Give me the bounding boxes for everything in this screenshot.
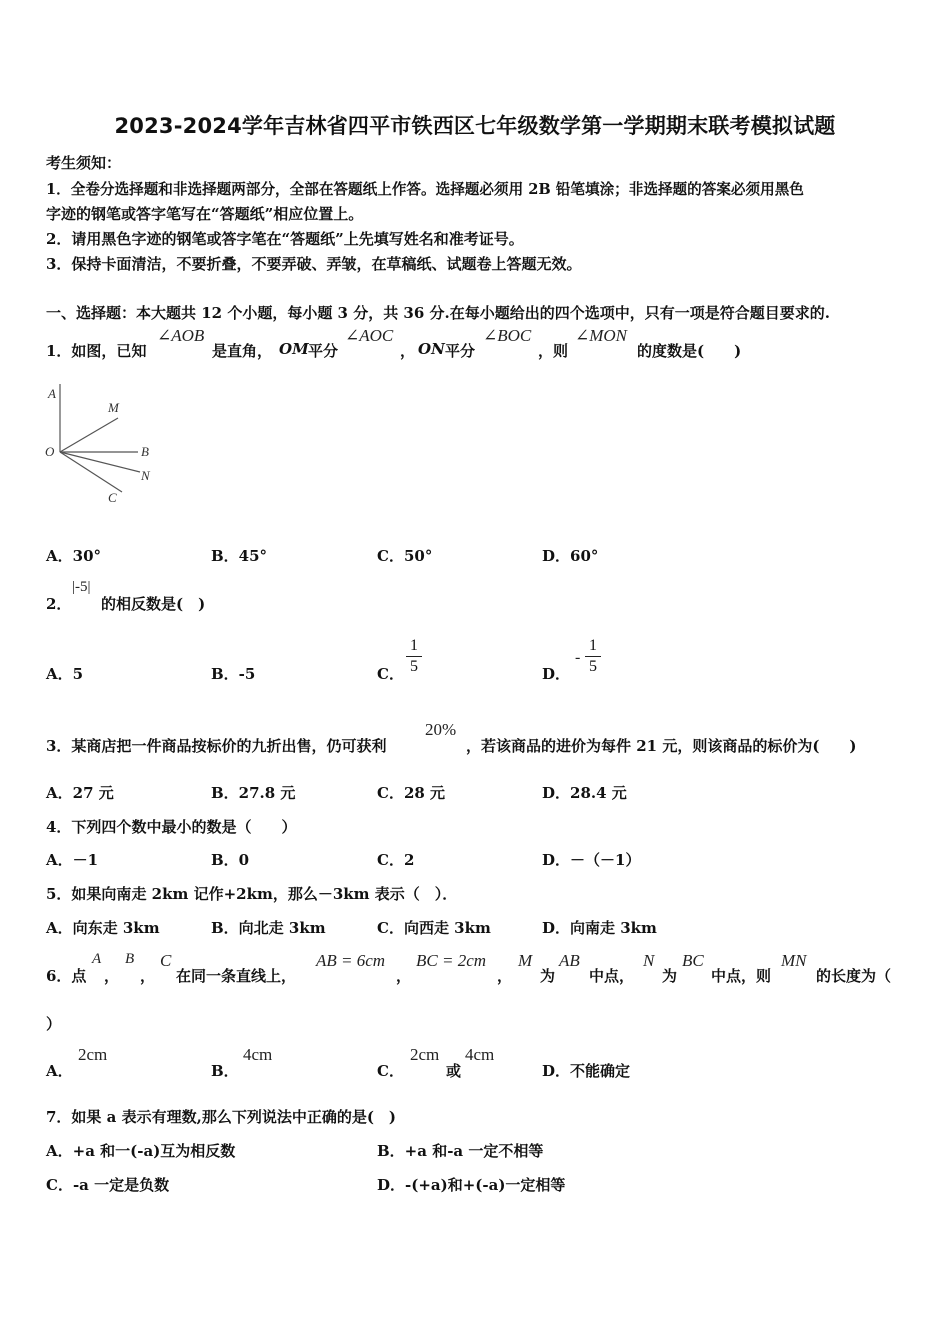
q1-option-b[interactable]: B．45° [211, 547, 268, 565]
q1-angle-mon: ∠MON [575, 326, 628, 345]
q3-option-b[interactable]: B．27.8 元 [211, 784, 296, 802]
q6-option-b-value: 4cm [243, 1045, 273, 1064]
ray-on [60, 452, 140, 472]
q3-percent: 20% [425, 720, 457, 739]
q6-point-a: A [92, 951, 102, 967]
fraction-numerator: 1 [589, 637, 597, 654]
q6-stem-close: ） [46, 1015, 62, 1033]
label-n: N [141, 468, 150, 483]
q6-stem-part4: 中点， [589, 967, 635, 985]
q1-angle-aoc: ∠AOC [345, 326, 394, 345]
q3-option-c[interactable]: C．28 元 [377, 784, 446, 802]
q2-option-d-sign: - [575, 649, 581, 666]
q6-option-c-or: 或 [446, 1062, 462, 1080]
notice-line-1b: 字迹的钢笔或答字笔写在“答题纸”相应位置上。 [46, 205, 364, 223]
q1-stem-part7: 的度数是( ) [637, 342, 742, 360]
q6-stem-part5: 为 [662, 967, 678, 985]
q6-option-c[interactable]: C． [377, 1062, 404, 1080]
q6-point-c: C [160, 951, 172, 970]
q2-stem: 的相反数是( ) [101, 595, 206, 613]
label-c: C [108, 490, 117, 505]
q6-option-c-value-1: 2cm [410, 1045, 440, 1064]
q6-segment-ab: AB [559, 951, 580, 970]
q6-segment-mn: MN [781, 951, 807, 970]
label-o: O [45, 444, 55, 459]
q1-stem-part4: ， [400, 342, 416, 360]
q2-option-d-fraction [585, 637, 601, 676]
q7-option-b[interactable]: B．+a 和-a 一定不相等 [377, 1142, 544, 1160]
q6-point-n: N [643, 951, 655, 970]
notice-heading: 考生须知： [46, 154, 122, 172]
q3-stem-part1: 3．某商店把一件商品按标价的九折出售，仍可获利 [46, 737, 387, 755]
q6-option-b[interactable]: B． [211, 1062, 239, 1080]
fraction-denominator: 5 [589, 658, 597, 675]
q2-number: 2． [46, 595, 72, 613]
q1-option-c[interactable]: C．50° [377, 547, 433, 565]
q1-stem-part1: 1．如图，已知 [46, 342, 147, 360]
q2-option-c[interactable]: C． [377, 665, 404, 683]
q1-angle-aob: ∠AOB [157, 326, 205, 345]
fraction-numerator: 1 [410, 637, 418, 654]
q3-stem-part2: ，若该商品的进价为每件 21 元，则该商品的标价为( ) [466, 737, 857, 755]
q5-option-c[interactable]: C．向西走 3km [377, 919, 491, 937]
ray-om [60, 418, 118, 452]
notice-line-3: 3．保持卡面清洁，不要折叠，不要弄破、弄皱，在草稿纸、试题卷上答题无效。 [46, 255, 582, 273]
page-title: 2023-2024学年吉林省四平市铁西区七年级数学第一学期期末联考模拟试题 [114, 114, 836, 138]
q6-option-a[interactable]: A． [46, 1062, 73, 1080]
label-a: A [48, 386, 56, 401]
q5-stem: 5．如果向南走 2km 记作+2km，那么－3km 表示（ ）． [46, 885, 458, 903]
q6-stem-part7: 的长度为（ [816, 967, 892, 985]
q6-stem-part2: 在同一条直线上， [176, 967, 297, 985]
q6-comma-3: ， [396, 967, 412, 985]
q2-abs-value: |-5| [72, 579, 91, 595]
q6-point-m: M [518, 951, 533, 970]
q1-option-a[interactable]: A．30° [46, 547, 102, 565]
section-heading: 一、选择题：本大题共 12 个小题，每小题 3 分，共 36 分.在每小题给出的四个选项中，只有一项是符合题目要求的. [46, 304, 830, 322]
q5-option-b[interactable]: B．向北走 3km [211, 919, 326, 937]
q6-stem-part6: 中点，则 [711, 967, 772, 985]
q6-comma-1: ， [104, 967, 120, 985]
q5-option-d[interactable]: D．向南走 3km [542, 919, 657, 937]
q4-stem: 4．下列四个数中最小的数是（ ） [46, 818, 297, 836]
label-m: M [108, 400, 119, 415]
q1-option-d[interactable]: D．60° [542, 547, 599, 565]
q1-angle-figure [40, 380, 170, 505]
q7-stem: 7．如果 a 表示有理数,那么下列说法中正确的是( ) [46, 1108, 397, 1126]
q4-option-d[interactable]: D．－（－1） [542, 851, 641, 869]
q7-option-a[interactable]: A．+a 和一(-a)互为相反数 [46, 1142, 236, 1160]
q7-option-c[interactable]: C．-a 一定是负数 [46, 1176, 170, 1194]
q1-stem-part2: 是直角， [212, 342, 273, 360]
q3-option-d[interactable]: D．28.4 元 [542, 784, 627, 802]
q5-option-a[interactable]: A．向东走 3km [46, 919, 160, 937]
q6-comma-4: ， [497, 967, 513, 985]
q4-option-c[interactable]: C．2 [377, 851, 415, 869]
q4-option-a[interactable]: A．－1 [46, 851, 99, 869]
notice-line-2: 2．请用黑色字迹的钢笔或答字笔在“答题纸”上先填写姓名和准考证号。 [46, 230, 524, 248]
q1-stem-part3: 平分 [308, 342, 339, 360]
q1-on: ON [418, 340, 445, 358]
q1-angle-boc: ∠BOC [483, 326, 532, 345]
q4-option-b[interactable]: B．0 [211, 851, 250, 869]
q6-option-c-value-2: 4cm [465, 1045, 495, 1064]
q6-option-d[interactable]: D．不能确定 [542, 1062, 631, 1080]
q6-point-b: B [125, 951, 135, 967]
q6-ab-length: AB = 6cm [316, 951, 386, 970]
label-b: B [141, 444, 149, 459]
q6-segment-bc: BC [682, 951, 704, 970]
q6-stem-part3: 为 [540, 967, 556, 985]
q2-option-b[interactable]: B．-5 [211, 665, 256, 683]
fraction-denominator: 5 [410, 658, 418, 675]
q1-om: OM [279, 340, 309, 358]
q2-option-a[interactable]: A．5 [46, 665, 84, 683]
q2-option-c-fraction [406, 637, 422, 676]
q6-stem-part1: 6．点 [46, 967, 87, 985]
q1-stem-part5: 平分 [445, 342, 476, 360]
fraction-bar [585, 656, 601, 657]
q6-comma-2: ， [140, 967, 156, 985]
ray-oc [60, 452, 122, 492]
q2-option-d[interactable]: D． [542, 665, 571, 683]
notice-line-1a: 1．全卷分选择题和非选择题两部分，全部在答题纸上作答。选择题必须用 2B 铅笔填涂；非选择题的答案必须用黑色 [46, 181, 804, 198]
fraction-bar [406, 656, 422, 657]
q1-stem-part6: ，则 [538, 342, 569, 360]
q7-option-d[interactable]: D．-(+a)和+(-a)一定相等 [377, 1176, 566, 1194]
q6-option-a-value: 2cm [78, 1045, 108, 1064]
q6-bc-length: BC = 2cm [416, 951, 487, 970]
q3-option-a[interactable]: A．27 元 [46, 784, 114, 802]
